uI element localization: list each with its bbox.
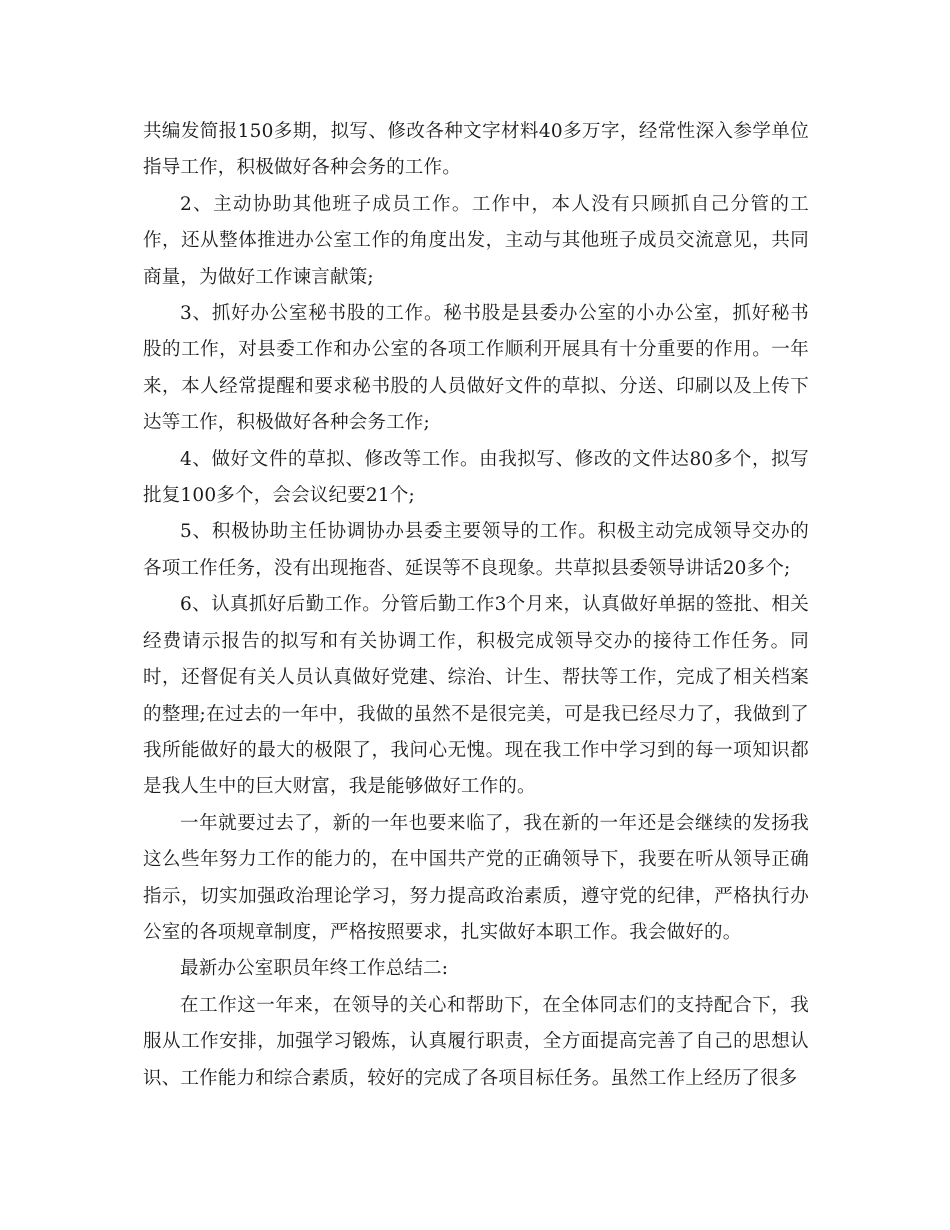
document-body [143, 114, 809, 1097]
paragraph-6: 6、认真抓好后勤工作。分管后勤工作3个月来，认真做好单据的签批、相关经费请示报告的拟写和有关协调工作，积极完成领导交办的接待工作任务。同时，还督促有关人员认真做好党建、综治、计生、帮扶等工作，完成了相关档案的整理;在过去的一年中，我做的虽然不是很完美，可是我已经尽力了，我做到了我所能做好的最大的极限了，我问心无愧。现在我工作中学习到的每一项知识都是我人生中的巨大财富，我是能够做好工作的。 [143, 594, 809, 798]
paragraph-4: 4、做好文件的草拟、修改等工作。由我拟写、修改的文件达80多个，拟写批复100多个，会会议纪要21个; [143, 448, 809, 507]
paragraph-2: 2、主动协助其他班子成员工作。工作中，本人没有只顾抓自己分管的工作，还从整体推进办公室工作的角度出发，主动与其他班子成员交流意见，共同商量，为做好工作谏言献策; [143, 193, 809, 288]
paragraph-8: 在工作这一年来，在领导的关心和帮助下，在全体同志们的支持配合下，我服从工作安排，加强学习锻炼，认真履行职责，全方面提高完善了自己的思想认识、工作能力和综合素质，较好的完成了各项目标任务。虽然工作上经历了很多 [143, 994, 809, 1089]
paragraph-1: 共编发简报150多期，拟写、修改各种文字材料40多万字，经常性深入参学单位指导工作，积极做好各种会务的工作。 [143, 121, 809, 179]
section-heading: 最新办公室职员年终工作总结二: [180, 958, 449, 980]
paragraph-7: 一年就要过去了，新的一年也要来临了，我在新的一年还是会继续的发扬我这么些年努力工作的能力的，在中国共产党的正确领导下，我要在听从领导正确指示，切实加强政治理论学习，努力提高政治素质，遵守党的纪律，严格执行办公室的各项规章制度，严格按照要求，扎实做好本职工作。我会做好的。 [143, 812, 809, 943]
paragraph-3: 3、抓好办公室秘书股的工作。秘书股是县委办公室的小办公室，抓好秘书股的工作，对县委工作和办公室的各项工作顺利开展具有十分重要的作用。一年来，本人经常提醒和要求秘书股的人员做好文件的草拟、分送、印刷以及上传下达等工作，积极做好各种会务工作; [143, 303, 809, 434]
paragraph-5: 5、积极协助主任协调协办县委主要领导的工作。积极主动完成领导交办的各项工作任务，没有出现拖沓、延误等不良现象。共草拟县委领导讲话20多个; [143, 521, 809, 579]
